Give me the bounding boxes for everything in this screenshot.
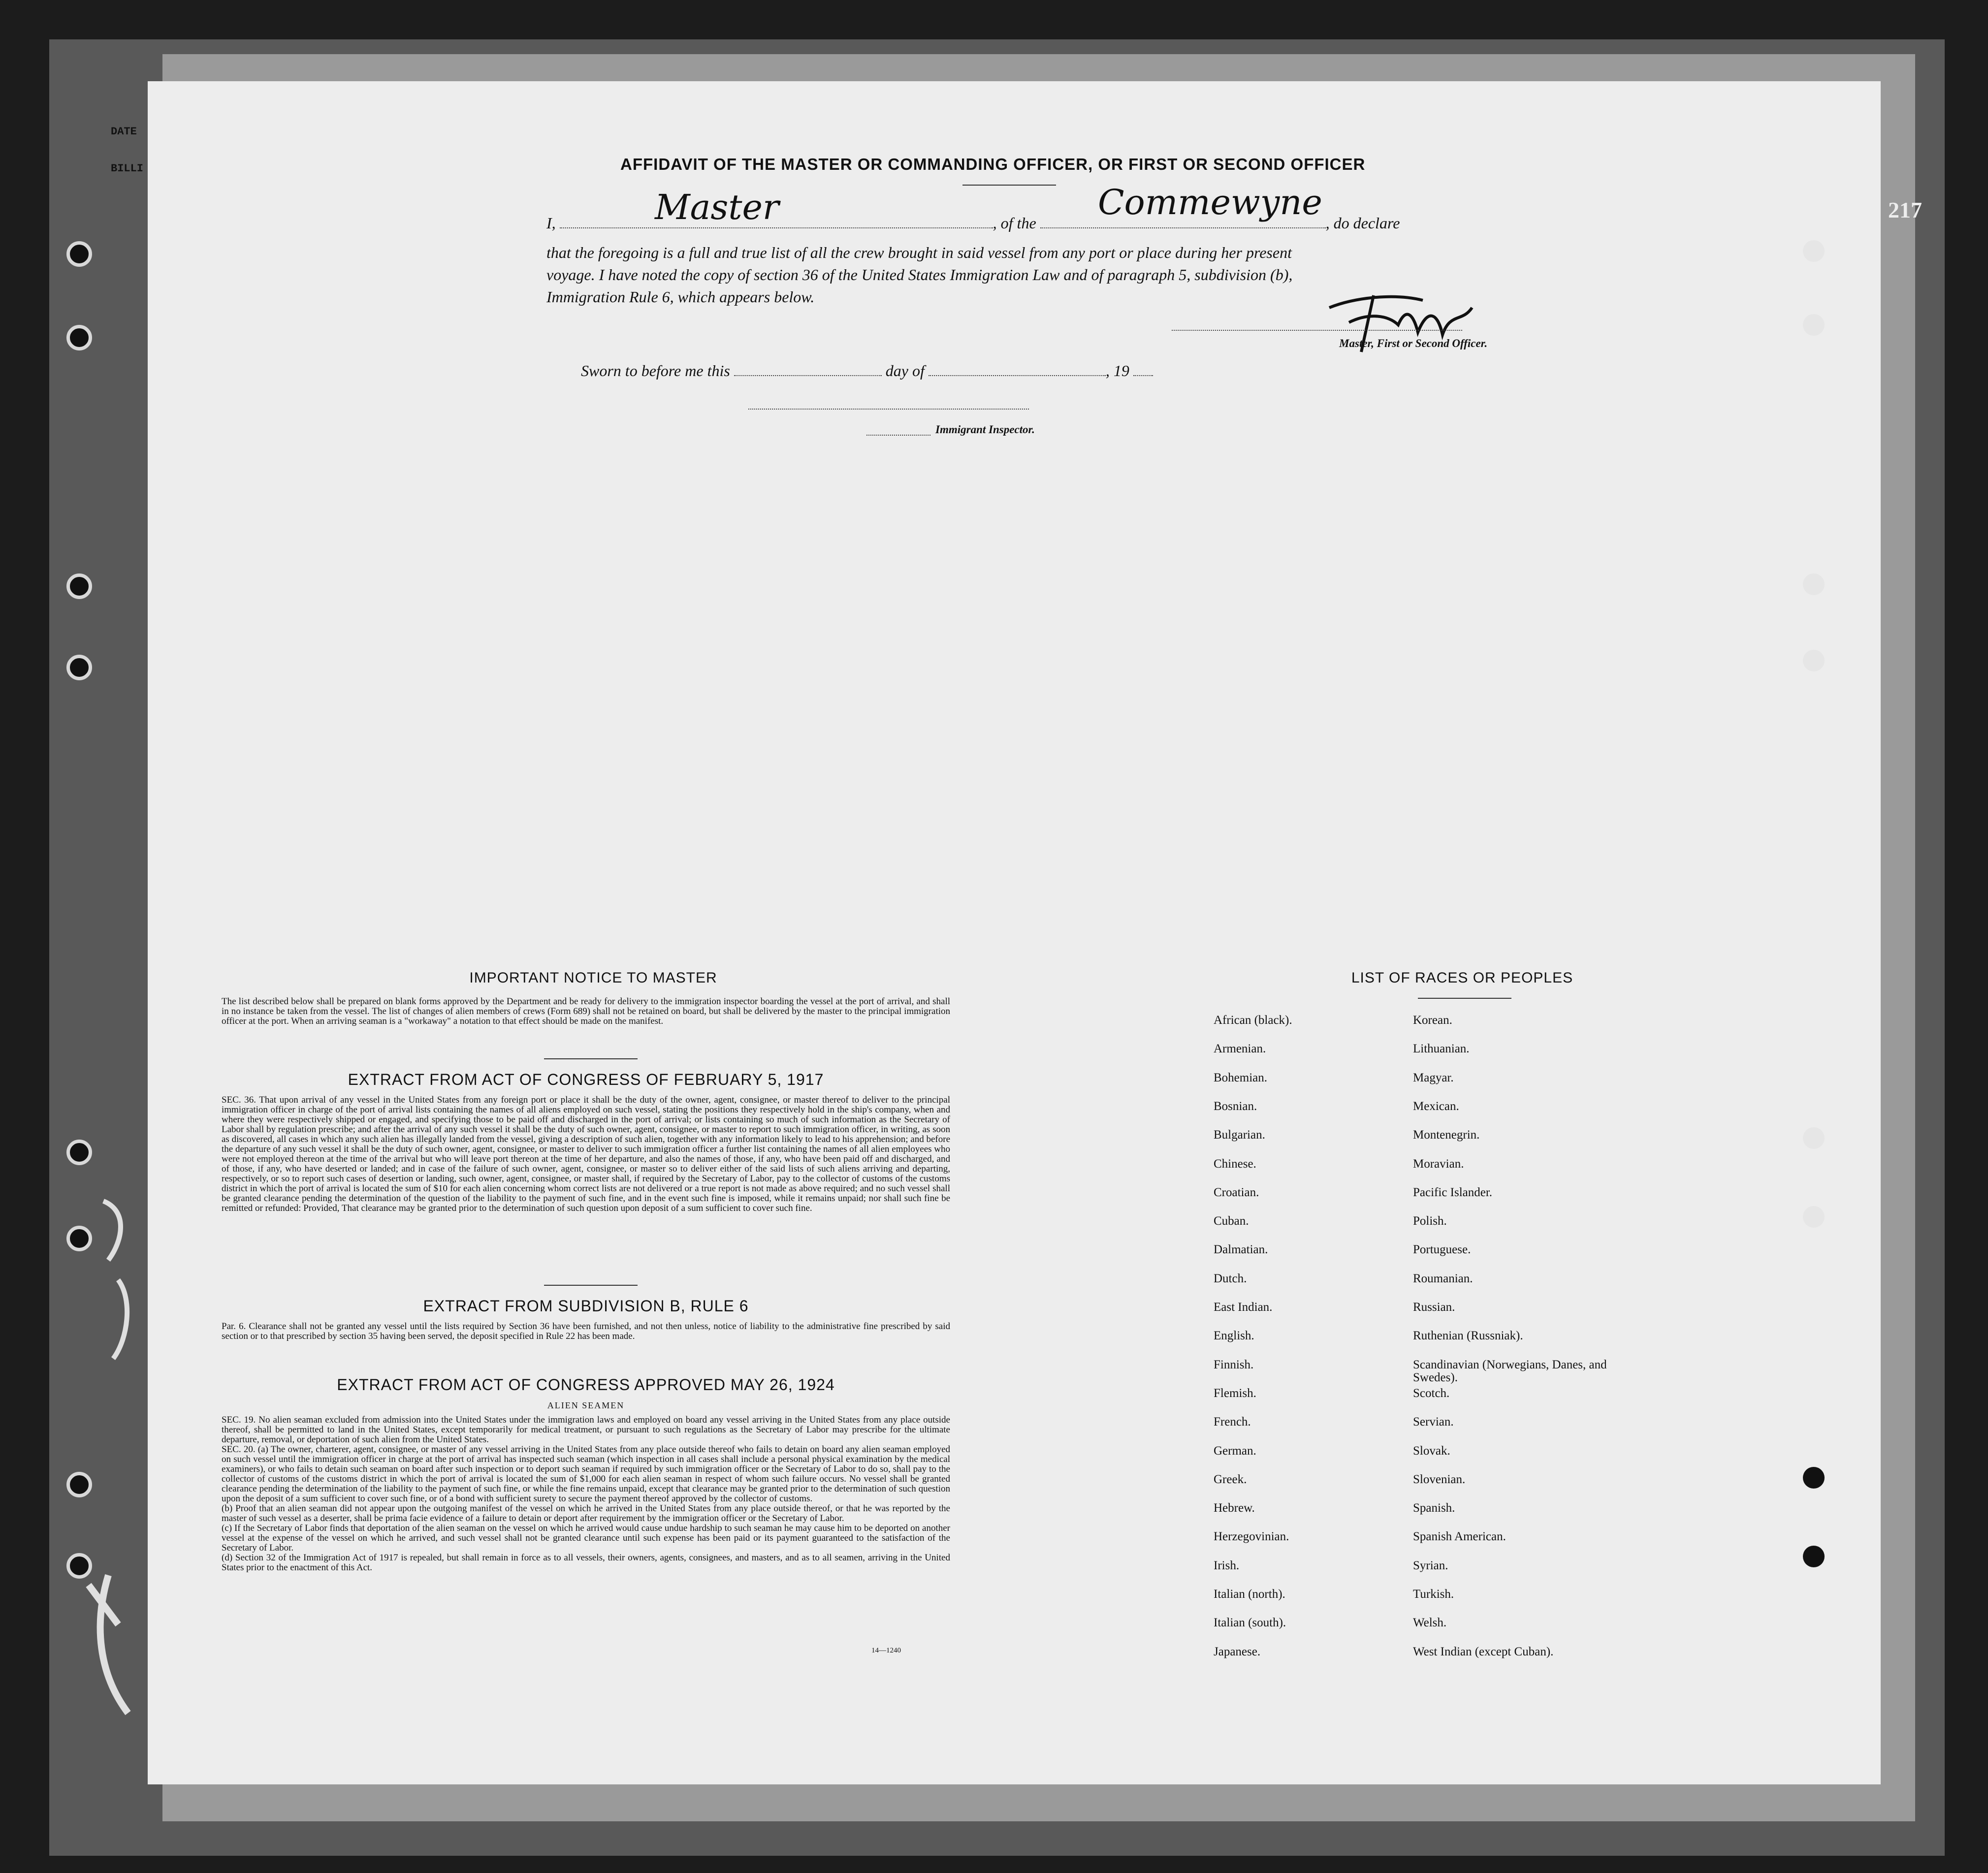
race-item: English. <box>1214 1329 1254 1343</box>
race-item: Polish. <box>1413 1214 1447 1228</box>
inspector-label: Immigrant Inspector. <box>935 423 1035 436</box>
race-item: Bosnian. <box>1214 1099 1257 1113</box>
extract-1917-body: SEC. 36. That upon arrival of any vessel in the United States from any foreign port or place it shall be the duty of the owner, agent, consignee, or master thereof to deliver to the principal immigration officer in charge of the port of arrival lists containing the names of all aliens employed on such vessel, stating the positions they respectively hold in the ship's company, when and where they were respectively shipped or engaged, and specifying those to be paid off and discharged in the port of arrival; or lists containing so much of such information as the Secretary of Labor shall by regulation prescribe; and after the arrival of any such vessel it shall be the duty of such owner, agent, consignee, or master to report to such immigration officer, in writing, as soon as discovered, all cases in which any such alien has illegally landed from the vessel, giving a description of such alien, together with any information likely to lead to his apprehension; and before the departure of any such vessel it shall be the duty of such owner, agent, consignee, or master to deliver to such immigration officer a further list containing the names of all alien employees who were not employed thereon at the time of the arrival but who will leave port thereon at the time of her departure, and also the names of those, if any, who have been paid off and discharged, and of those, if any, who have deserted or landed; and in case of the failure of such owner, agent, consignee, or master so to deliver either of the said lists of such aliens arriving and departing, respectively, or so to report such cases of desertion or landing, such owner, agent, consignee, or master shall, if required by the Secretary of Labor, pay to the collector of customs of the customs district in which the port of arrival is located the sum of $10 for each alien concerning whom correct lists are not delivered or a true report is not made as above required; and no such vessel shall be granted clearance pending the determination of the question of the liability to the payment of such fine, and in the event such fine is imposed, while it remains unpaid; nor shall such fine be remitted or refunded: Provided, That clearance may be granted prior to the determination of such question upon deposit of a sum sufficient to cover such fine. <box>222 1095 950 1213</box>
race-item: Croatian. <box>1214 1185 1259 1199</box>
binder-hole <box>1803 1546 1825 1567</box>
margin-stamp-date: DATE <box>111 126 137 138</box>
rule6-title: EXTRACT FROM SUBDIVISION B, RULE 6 <box>423 1297 749 1315</box>
race-item: Japanese. <box>1214 1645 1261 1658</box>
races-title: LIST OF RACES OR PEOPLES <box>1351 970 1573 986</box>
inspector-signature-line <box>748 409 1029 410</box>
race-item: Herzegovinian. <box>1214 1530 1289 1544</box>
race-item: Russian. <box>1413 1301 1455 1314</box>
race-item: Magyar. <box>1413 1071 1454 1084</box>
binder-hole <box>66 241 92 267</box>
word-i: I, <box>546 214 556 232</box>
race-item: Ruthenian (Russniak). <box>1413 1329 1523 1343</box>
sworn-prefix: Sworn to before me this <box>581 362 730 380</box>
race-item: Bohemian. <box>1214 1071 1268 1084</box>
race-item: German. <box>1214 1444 1256 1458</box>
race-item: Greek. <box>1214 1472 1247 1486</box>
affidavit-title: AFFIDAVIT OF THE MASTER OR COMMANDING OFFICER, OR FIRST OR SECOND OFFICER <box>620 155 1366 173</box>
race-item: Turkish. <box>1413 1587 1454 1601</box>
race-item: Armenian. <box>1214 1042 1266 1056</box>
sworn-year-label: , 19 <box>1105 362 1129 380</box>
race-item: Slovak. <box>1413 1444 1450 1458</box>
race-item: Scandinavian (Norwegians, Danes, and Swedes). <box>1413 1358 1607 1384</box>
handwritten-vessel: Commewyne <box>1098 182 1322 222</box>
extract-1924-title: EXTRACT FROM ACT OF CONGRESS APPROVED MAY 26, 1924 <box>337 1376 835 1394</box>
notice-title: IMPORTANT NOTICE TO MASTER <box>469 970 717 986</box>
race-item: Slovenian. <box>1413 1472 1466 1486</box>
margin-stamp-billi: BILLI <box>111 162 144 175</box>
declaration-line4: Immigration Rule 6, which appears below. <box>546 288 815 306</box>
race-item: Spanish American. <box>1413 1530 1506 1544</box>
race-item: Portuguese. <box>1413 1243 1471 1257</box>
page-number: 217 <box>1888 197 1922 222</box>
binder-hole <box>66 1140 92 1165</box>
sworn-month-blank <box>929 373 1106 376</box>
sworn-day-label: day of <box>885 362 925 380</box>
rule6-body: Par. 6. Clearance shall not be granted any vessel until the lists required by Section 36 have been furnished, and not then unless, notice of liability to the administrative fine prescribed by said section or to that prescribed by section 35 having been served, the deposit specified in Rule 22 has been made. <box>222 1321 950 1341</box>
race-item: Bulgarian. <box>1214 1128 1265 1142</box>
binder-hole <box>1803 314 1825 336</box>
race-item: Chinese. <box>1214 1157 1256 1171</box>
title-divider <box>962 185 1056 186</box>
handwritten-rank: Master <box>655 187 779 227</box>
sworn-day-blank <box>734 373 882 376</box>
race-item: Roumanian. <box>1413 1271 1473 1285</box>
race-item: African (black). <box>1214 1014 1292 1027</box>
vessel-blank <box>1040 225 1326 228</box>
race-item: Scotch. <box>1413 1386 1450 1400</box>
of-the-text: , of the <box>993 214 1036 232</box>
extract-1924-body: SEC. 19. No alien seaman excluded from admission into the United States under the immigration laws and employed on board any vessel arriving in the United States from any place outside thereof, shall be permitted to land in the United States, except temporarily for medical treatment, or pursuant to such regulations as the Secretary of Labor may prescribe for the ultimate departure, removal, or deportation of such alien from the United States. SEC. 20. (a) The owner, charterer, agent, consignee, or master of any vessel arriving in the United States from any place outside thereof who fails to detain on board any alien seaman employed on such vessel until the immigration officer in charge at the port of arrival has inspected such seaman (which inspection in all cases shall include a personal physical examination by the medical examiners), or who fails to detain such seaman on board after such inspection or to deport such seaman if required by such immigration officer or the Secretary of Labor to do so, shall pay to the collector of customs of the customs district in which the port of arrival is located the sum of $1,000 for each alien seaman in respect of whom such failure occurs. No vessel shall be granted clearance pending the determination of the liability to the payment of such fine, or while the fine remains unpaid, except that clearance may be granted prior to the determination of such question upon the deposit of a sum sufficient to cover such fine, or of a bond with sufficient surety to secure the payment thereof approved by the collector of customs. (b) Proof that an alien seaman did not appear upon the outgoing manifest of the vessel on which he arrived in the United States from any place outside thereof, or that he was reported by the master of such vessel as a deserter, shall be prima facie evidence of a failure to detain or deport after requirement by the immigration officer or the Secretary of Labor. (c) If the Secretary of Labor finds that deportation of the alien seaman on the vessel on which he arrived would cause undue hardship to such seaman he may cause him to be deported on another vessel at the expense of the vessel on which he arrived, and such vessel shall not be granted clearance until such expense has been paid or its payment guaranteed to the satisfaction of the Secretary of Labor. (d) Section 32 of the Immigration Act of 1917 is repealed, but shall remain in force as to all vessels, their owners, agents, consignees, and masters, and as to all seamen, arriving in the United States prior to the enactment of this Act. <box>222 1415 950 1573</box>
declaration-line2: that the foregoing is a full and true list of all the crew brought in said vessel from any port or place during her present <box>546 244 1292 261</box>
binder-hole <box>1803 240 1825 262</box>
race-item: Irish. <box>1214 1558 1240 1572</box>
race-item: West Indian (except Cuban). <box>1413 1645 1554 1658</box>
race-item: Montenegrin. <box>1413 1128 1480 1142</box>
notice-divider <box>544 1058 638 1059</box>
race-item: Moravian. <box>1413 1157 1464 1171</box>
binder-hole <box>1803 1127 1825 1149</box>
race-item: Spanish. <box>1413 1501 1455 1515</box>
race-item: Syrian. <box>1413 1558 1448 1572</box>
extract-1924-subtitle: ALIEN SEAMEN <box>547 1400 625 1410</box>
declaration-line3: voyage. I have noted the copy of section 36 of the United States Immigration Law and of paragraph 5, subdivision (b), <box>546 266 1293 284</box>
form-number: 14—1240 <box>871 1647 901 1654</box>
race-item: Finnish. <box>1214 1358 1254 1371</box>
binder-hole <box>66 655 92 680</box>
race-item: Cuban. <box>1214 1214 1249 1228</box>
race-item: Welsh. <box>1413 1616 1447 1630</box>
race-item: Dalmatian. <box>1214 1243 1268 1257</box>
sworn-year-blank <box>1133 373 1153 376</box>
signature-label: Master, First or Second Officer. <box>1339 337 1488 349</box>
sworn-line <box>581 362 1153 380</box>
race-item: Korean. <box>1413 1014 1452 1027</box>
binder-hole <box>1803 650 1825 671</box>
race-item: Servian. <box>1413 1415 1454 1429</box>
extract-1917-title: EXTRACT FROM ACT OF CONGRESS OF FEBRUARY 5, 1917 <box>348 1071 824 1088</box>
race-item: Dutch. <box>1214 1271 1247 1285</box>
binder-hole <box>66 573 92 599</box>
do-declare-text: , do declare <box>1325 214 1400 232</box>
race-item: Flemish. <box>1214 1386 1256 1400</box>
notice-body: The list described below shall be prepared on blank forms approved by the Department and be ready for delivery to the immigration inspector boarding the vessel at the port of arrival, and shall in no instance be taken from the vessel. The list of changes of alien members of crews (Form 689) shall not be retained on board, but shall be delivered by the master to the principal immigration officer at the port. When an arriving seaman is a "workaway" a notation to that effect should be made on the manifest. <box>222 996 950 1026</box>
race-item: East Indian. <box>1214 1301 1273 1314</box>
binder-hole <box>1803 573 1825 595</box>
extract-1917-divider <box>544 1285 638 1286</box>
binder-hole <box>66 325 92 350</box>
race-item: Italian (south). <box>1214 1616 1286 1630</box>
race-item: Hebrew. <box>1214 1501 1255 1515</box>
races-divider <box>1418 998 1511 999</box>
race-item: Italian (north). <box>1214 1587 1285 1601</box>
inspector-line-short <box>866 435 930 436</box>
race-item: Pacific Islander. <box>1413 1185 1493 1199</box>
affidavit-page <box>148 81 1881 1784</box>
binder-hole <box>1803 1206 1825 1228</box>
race-item: French. <box>1214 1415 1251 1429</box>
binder-hole <box>1803 1467 1825 1489</box>
race-item: Mexican. <box>1413 1099 1459 1113</box>
margin-pencil-marks <box>74 1181 148 1747</box>
signature-line <box>1172 330 1462 331</box>
race-item: Lithuanian. <box>1413 1042 1470 1056</box>
